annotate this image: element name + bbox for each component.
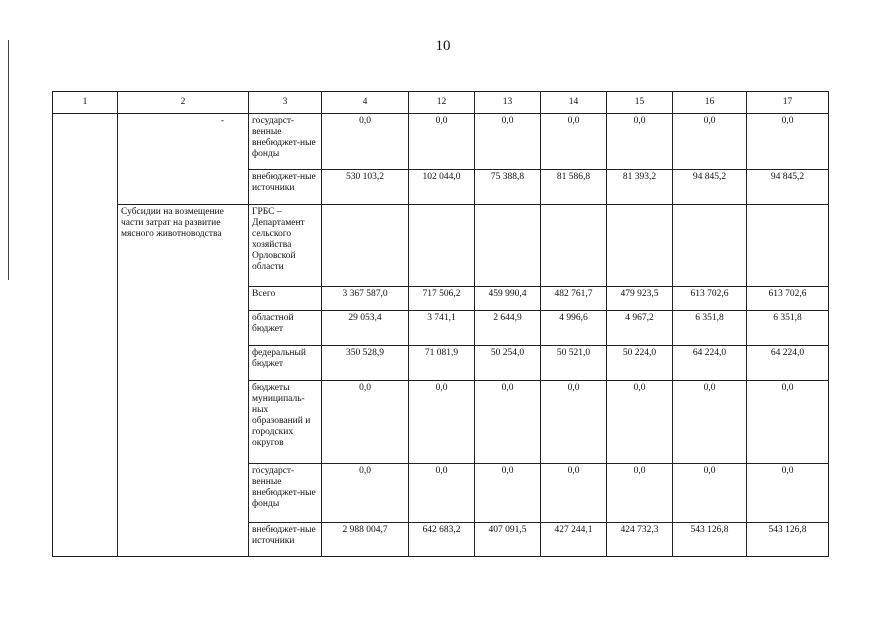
value-cell bbox=[409, 205, 475, 287]
value-cell: 717 506,2 bbox=[409, 287, 475, 311]
value-cell: 543 126,8 bbox=[747, 523, 829, 557]
value-cell bbox=[322, 205, 409, 287]
value-cell: 0,0 bbox=[607, 464, 673, 523]
page-number: 10 bbox=[435, 38, 451, 54]
value-cell: 0,0 bbox=[409, 381, 475, 464]
header-cell: 16 bbox=[673, 92, 747, 114]
program-cell: - bbox=[118, 114, 249, 205]
value-cell: 29 053,4 bbox=[322, 311, 409, 346]
value-cell: 0,0 bbox=[607, 381, 673, 464]
value-cell: 81 586,8 bbox=[541, 170, 607, 205]
header-cell: 3 bbox=[249, 92, 322, 114]
header-cell: 2 bbox=[118, 92, 249, 114]
value-cell: 613 702,6 bbox=[673, 287, 747, 311]
value-cell: 0,0 bbox=[322, 464, 409, 523]
value-cell: 0,0 bbox=[747, 114, 829, 170]
value-cell: 0,0 bbox=[475, 464, 541, 523]
value-cell: 2 988 004,7 bbox=[322, 523, 409, 557]
value-cell: 482 761,7 bbox=[541, 287, 607, 311]
header-cell: 4 bbox=[322, 92, 409, 114]
value-cell: 50 254,0 bbox=[475, 346, 541, 381]
value-cell: 479 923,5 bbox=[607, 287, 673, 311]
value-cell: 0,0 bbox=[673, 381, 747, 464]
value-cell: 0,0 bbox=[322, 381, 409, 464]
value-cell: 6 351,8 bbox=[673, 311, 747, 346]
value-cell: 350 528,9 bbox=[322, 346, 409, 381]
value-cell: 613 702,6 bbox=[747, 287, 829, 311]
header-cell: 15 bbox=[607, 92, 673, 114]
header-cell: 1 bbox=[53, 92, 118, 114]
value-cell: 94 845,2 bbox=[673, 170, 747, 205]
value-cell: 50 521,0 bbox=[541, 346, 607, 381]
source-cell: государст-венные внебюджет-ные фонды bbox=[249, 464, 322, 523]
source-cell: Всего bbox=[249, 287, 322, 311]
value-cell: 459 990,4 bbox=[475, 287, 541, 311]
value-cell: 530 103,2 bbox=[322, 170, 409, 205]
value-cell: 0,0 bbox=[747, 464, 829, 523]
value-cell: 543 126,8 bbox=[673, 523, 747, 557]
value-cell: 2 644,9 bbox=[475, 311, 541, 346]
value-cell: 3 367 587,0 bbox=[322, 287, 409, 311]
source-cell: бюджеты муниципаль-ных образований и городских округов bbox=[249, 381, 322, 464]
source-cell: ГРБС – Департамент сельского хозяйства Орловской области bbox=[249, 205, 322, 287]
value-cell: 0,0 bbox=[673, 114, 747, 170]
value-cell: 50 224,0 bbox=[607, 346, 673, 381]
source-cell: областной бюджет bbox=[249, 311, 322, 346]
value-cell: 64 224,0 bbox=[673, 346, 747, 381]
value-cell: 0,0 bbox=[475, 114, 541, 170]
table-row bbox=[53, 205, 829, 287]
source-cell: внебюджет-ные источники bbox=[249, 523, 322, 557]
value-cell: 424 732,3 bbox=[607, 523, 673, 557]
value-cell: 0,0 bbox=[541, 381, 607, 464]
margin-line bbox=[8, 40, 9, 280]
value-cell: 6 351,8 bbox=[747, 311, 829, 346]
value-cell bbox=[607, 205, 673, 287]
value-cell: 0,0 bbox=[409, 464, 475, 523]
value-cell: 102 044,0 bbox=[409, 170, 475, 205]
col1-cell bbox=[53, 114, 118, 557]
value-cell: 407 091,5 bbox=[475, 523, 541, 557]
value-cell: 0,0 bbox=[322, 114, 409, 170]
budget-table bbox=[52, 91, 829, 557]
value-cell: 4 996,6 bbox=[541, 311, 607, 346]
value-cell: 427 244,1 bbox=[541, 523, 607, 557]
value-cell: 71 081,9 bbox=[409, 346, 475, 381]
value-cell: 0,0 bbox=[475, 381, 541, 464]
header-cell: 13 bbox=[475, 92, 541, 114]
value-cell bbox=[541, 205, 607, 287]
source-cell: федеральный бюджет bbox=[249, 346, 322, 381]
value-cell bbox=[747, 205, 829, 287]
source-cell: внебюджет-ные источники bbox=[249, 170, 322, 205]
header-row bbox=[53, 92, 829, 114]
value-cell: 0,0 bbox=[541, 464, 607, 523]
value-cell: 64 224,0 bbox=[747, 346, 829, 381]
value-cell bbox=[475, 205, 541, 287]
table-row bbox=[53, 114, 829, 170]
value-cell: 0,0 bbox=[607, 114, 673, 170]
program-cell: Субсидии на возмещение части затрат на развитие мясного животноводства bbox=[118, 205, 249, 557]
value-cell: 4 967,2 bbox=[607, 311, 673, 346]
value-cell: 642 683,2 bbox=[409, 523, 475, 557]
header-cell: 17 bbox=[747, 92, 829, 114]
source-cell: государст-венные внебюджет-ные фонды bbox=[249, 114, 322, 170]
value-cell: 0,0 bbox=[409, 114, 475, 170]
value-cell: 3 741,1 bbox=[409, 311, 475, 346]
header-cell: 12 bbox=[409, 92, 475, 114]
value-cell: 0,0 bbox=[747, 381, 829, 464]
value-cell: 81 393,2 bbox=[607, 170, 673, 205]
value-cell bbox=[673, 205, 747, 287]
value-cell: 75 388,8 bbox=[475, 170, 541, 205]
value-cell: 0,0 bbox=[541, 114, 607, 170]
value-cell: 94 845,2 bbox=[747, 170, 829, 205]
header-cell: 14 bbox=[541, 92, 607, 114]
value-cell: 0,0 bbox=[673, 464, 747, 523]
